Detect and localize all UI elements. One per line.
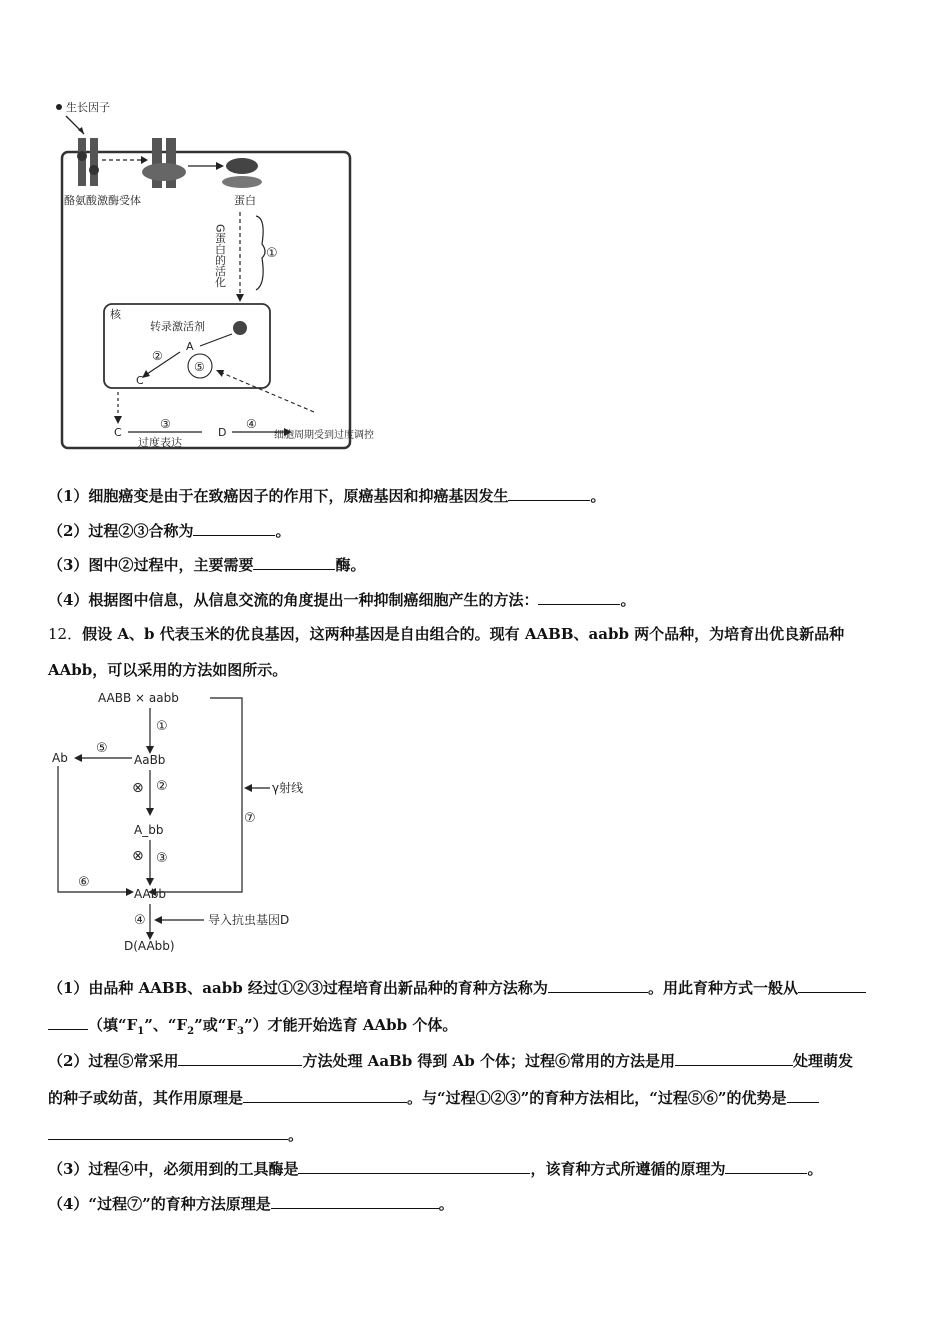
q12-number: 12． bbox=[48, 625, 83, 643]
q12-intro-line2 bbox=[48, 660, 287, 680]
overexpress-label: 过度表达 bbox=[138, 436, 182, 449]
receptor-dimer-icon bbox=[142, 138, 186, 188]
activator-icon bbox=[233, 321, 247, 335]
q12-part3-a: （3）过程④中，必须用到的工具酶是 bbox=[48, 1160, 299, 1178]
step-4: ④ bbox=[134, 913, 146, 928]
step-3-label: ③ bbox=[160, 417, 171, 431]
step-5-label: ⑤ bbox=[194, 360, 205, 374]
q12-part2-line3 bbox=[48, 1124, 303, 1145]
step-2-label: ② bbox=[152, 349, 163, 363]
q12-part2-c: 处理萌发 bbox=[793, 1052, 854, 1070]
q12-part2-line1 bbox=[48, 1050, 853, 1071]
q12-part3-c: 。 bbox=[807, 1160, 823, 1178]
self-cross-1: ⊗ bbox=[132, 780, 144, 796]
growth-factor-label: 生长因子 bbox=[66, 101, 110, 114]
q12-part1-blank2[interactable] bbox=[798, 977, 866, 993]
q11-part3-text: （3）图中②过程中，主要需要 bbox=[48, 556, 254, 574]
q11-part1-end: 。 bbox=[590, 487, 606, 505]
self-cross-2: ⊗ bbox=[132, 848, 144, 864]
q12-part4-blank[interactable] bbox=[271, 1193, 439, 1209]
d-aabb-label: D(AAbb) bbox=[124, 939, 175, 953]
q12-part1-line2 bbox=[48, 1014, 457, 1042]
signal-pathway-figure bbox=[52, 94, 382, 466]
step-5: ⑤ bbox=[96, 741, 108, 756]
g-protein-icon bbox=[222, 158, 262, 188]
ab-label: Ab bbox=[52, 751, 68, 765]
q12-intro-line1 bbox=[48, 624, 844, 644]
q11-part2-end: 。 bbox=[275, 522, 291, 540]
q11-part2-text: （2）过程②③合称为 bbox=[48, 522, 194, 540]
q12-part1-line1 bbox=[48, 977, 866, 998]
receptor-label: 酪氨酸激酶受体 bbox=[64, 194, 141, 207]
q12-part4 bbox=[48, 1193, 454, 1214]
q12-part1-f3-sub: 3 bbox=[237, 1026, 244, 1037]
q11-part1-blank[interactable] bbox=[508, 485, 590, 501]
product-d-label: D bbox=[218, 426, 227, 439]
protein-label: 蛋白 bbox=[234, 194, 256, 207]
aabb-f1-label: AaBb bbox=[134, 753, 166, 767]
q12-part4-a: （4）“过程⑦”的育种方法原理是 bbox=[48, 1195, 271, 1213]
q11-part4-text: （4）根据图中信息，从信息交流的角度提出一种抑制癌细胞产生的方法： bbox=[48, 591, 539, 609]
step-7: ⑦ bbox=[244, 811, 256, 826]
q12-part1-fill-pre: （填“F bbox=[88, 1016, 138, 1034]
q12-part1-f1-sub: 1 bbox=[137, 1026, 145, 1037]
q11-part1 bbox=[48, 485, 605, 506]
product-c-label: C bbox=[136, 374, 144, 387]
q11-part3-blank[interactable] bbox=[253, 554, 335, 570]
g-activation-label: G蛋白的活化 bbox=[213, 224, 227, 288]
step-6: ⑥ bbox=[78, 875, 90, 890]
q12-part2-blank2[interactable] bbox=[675, 1050, 793, 1066]
q12-part2-line2 bbox=[48, 1087, 819, 1108]
q11-part3-end: 酶。 bbox=[335, 556, 366, 574]
q12-part1-blank2-cont[interactable] bbox=[48, 1014, 88, 1030]
q12-part1-b: 。用此育种方式一般从 bbox=[647, 979, 798, 997]
parents-label: AABB × aabb bbox=[98, 691, 179, 705]
c-bottom-label: C bbox=[114, 426, 122, 439]
q12-part1-f2-sub: 2 bbox=[187, 1026, 195, 1037]
q12-intro1: 假设 A、b 代表玉米的优良基因，这两种基因是自由组合的。现有 AABB、aabb 两个品种，为培育出优良新品种 bbox=[82, 625, 845, 643]
q12-part1-a: （1）由品种 AABB、aabb 经过①②③过程培育出新品种的育种方法称为 bbox=[48, 979, 548, 997]
q12-part3-blank2[interactable] bbox=[725, 1158, 807, 1174]
q12-part3-blank1[interactable] bbox=[298, 1158, 530, 1174]
q12-part1-mid2: ”或“F bbox=[194, 1016, 238, 1034]
q12-part1-post: ”）才能开始选育 AAbb 个体。 bbox=[244, 1016, 458, 1034]
q12-part2-e: 。与“过程①②③”的育种方法相比，“过程⑤⑥”的优势是 bbox=[407, 1089, 787, 1107]
q12-part2-blank4[interactable] bbox=[787, 1087, 819, 1103]
q12-part1-mid1: ”、“F bbox=[144, 1016, 188, 1034]
q11-part2-blank[interactable] bbox=[193, 520, 275, 536]
step-2: ② bbox=[156, 779, 168, 794]
aabb-target-label: AAbb bbox=[134, 887, 166, 901]
step-1-label: ① bbox=[266, 246, 278, 261]
gene-a-label: A bbox=[186, 340, 194, 353]
q12-part3 bbox=[48, 1158, 822, 1179]
cell-cycle-label: 细胞周期受到过度调控 bbox=[274, 430, 374, 441]
activator-label: 转录激活剂 bbox=[150, 320, 205, 333]
q12-part3-b: ，该育种方式所遵循的原理为 bbox=[530, 1160, 726, 1178]
growth-factor-dot bbox=[56, 104, 62, 110]
q11-part3 bbox=[48, 554, 365, 575]
q11-part4 bbox=[48, 589, 635, 610]
q12-intro2: AAbb，可以采用的方法如图所示。 bbox=[48, 661, 288, 679]
breeding-diagram bbox=[48, 686, 338, 956]
receptor-icon bbox=[77, 138, 99, 186]
step-1: ① bbox=[156, 719, 168, 734]
q11-part4-blank[interactable] bbox=[538, 589, 620, 605]
q12-part2-d: 的种子或幼苗，其作用原理是 bbox=[48, 1089, 244, 1107]
q11-part2 bbox=[48, 520, 290, 541]
q12-part2-blank1[interactable] bbox=[178, 1050, 302, 1066]
q12-part2-blank4-cont[interactable] bbox=[48, 1124, 288, 1140]
q12-part2-f: 。 bbox=[288, 1126, 304, 1144]
import-gene-label: 导入抗虫基因D bbox=[208, 913, 290, 927]
q12-part2-b: 方法处理 AaBb 得到 Ab 个体；过程⑥常用的方法是用 bbox=[302, 1052, 675, 1070]
step-3: ③ bbox=[156, 851, 168, 866]
step-4-label: ④ bbox=[246, 417, 257, 431]
q12-part2-blank3[interactable] bbox=[243, 1087, 407, 1103]
q12-part1-blank1[interactable] bbox=[548, 977, 648, 993]
nucleus-label: 核 bbox=[110, 308, 121, 321]
q12-part4-b: 。 bbox=[438, 1195, 454, 1213]
q11-part4-end: 。 bbox=[620, 591, 636, 609]
q12-part2-a: （2）过程⑤常采用 bbox=[48, 1052, 179, 1070]
a-bb-label: A_bb bbox=[134, 823, 164, 837]
gamma-label: γ射线 bbox=[272, 781, 304, 795]
q11-part1-text: （1）细胞癌变是由于在致癌因子的作用下，原癌基因和抑癌基因发生 bbox=[48, 487, 509, 505]
